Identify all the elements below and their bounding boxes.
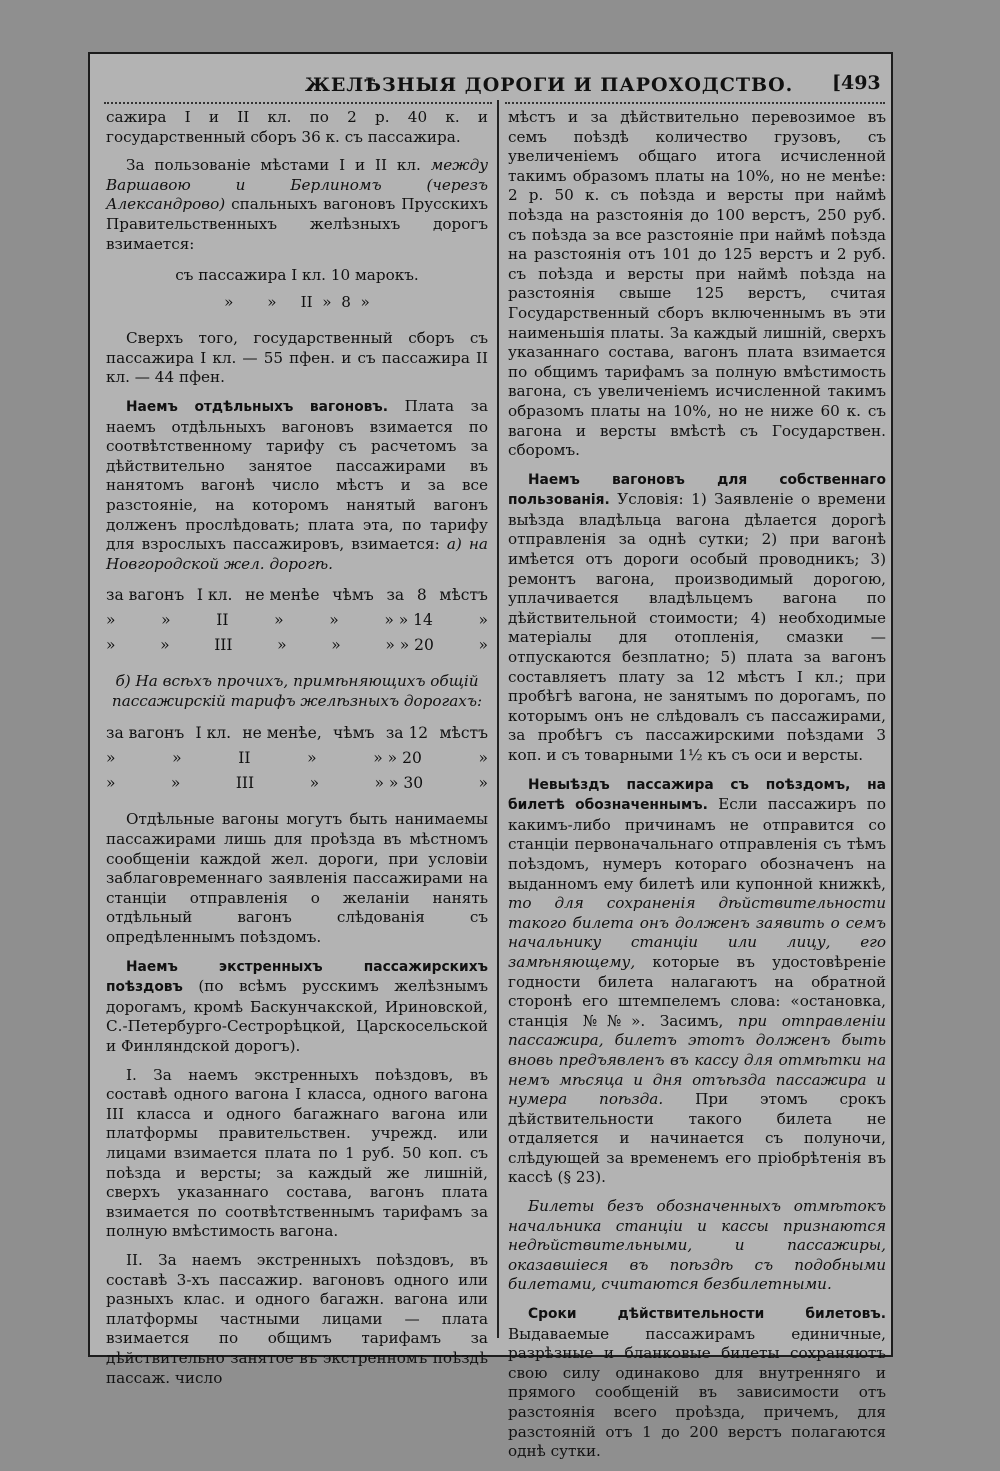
paragraph: Отдѣльные вагоны могутъ быть нанимаемы пассажирами лишь для проѣзда въ мѣстномъ сообщеніи каждой жел. дороги, при условіи заблаговременнаго заявленія пассажирами на станціи отправленія о желаніи нанять отдѣльный вагонъ слѣдованія съ опредѣленнымъ поѣздомъ. — [106, 810, 488, 947]
section-heading: Невыѣздъ пассажира съ поѣздомъ, на билетѣ обозначеннымъ. — [508, 776, 886, 814]
table-row: » » III » » » 30 » — [106, 774, 488, 793]
section-heading: Наемъ вагоновъ для собственнаго пользованія. — [508, 471, 886, 509]
table-row: » » II » » » » 14 » — [106, 611, 488, 630]
section-heading: Сроки дѣйствительности билетовъ. — [528, 1306, 886, 1323]
paragraph: мѣстъ и за дѣйствительно перевозимое въ семъ поѣздѣ количество грузовъ, съ увеличеніемъ общаго итога исчисленной такимъ образомъ платы на 10%, но не менѣе: 2 р. 50 к. съ поѣзда и версты при наймѣ поѣзда на разстоянія до 100 верстъ, 250 руб. съ поѣзда за все разстояніе при наймѣ поѣзда на разстоянія отъ 101 до 125 верстъ и 2 руб. съ поѣзда и версты при наймѣ поѣзда на разстоянія свыше 125 верстъ, считая Государственный сборъ включеннымъ въ эти наименьшія платы. За каждый лишній, сверхъ указаннаго состава, вагонъ плата взимается по общимъ тарифамъ за полную вмѣстимость вагона, съ увеличеніемъ исчисленной такимъ образомъ платы на 10%, но не ниже 60 к. съ вагона и версты вмѣстѣ съ Государствен. сборомъ. — [508, 108, 886, 460]
rates-table-general — [106, 721, 488, 796]
rates-table-novgorod — [106, 583, 488, 658]
page-number: [493 — [832, 72, 881, 94]
rate-line: съ пассажира I кл. 10 марокъ. — [175, 266, 419, 285]
paragraph: сажира I и II кл. по 2 р. 40 к. и государственный сборъ 36 к. съ пассажира. — [106, 108, 488, 146]
paragraph: Наемъ экстренныхъ пассажирскихъ поѣздовъ (по всѣмъ русскимъ желѣзнымъ дорогамъ, кромѣ Баскунчакской, Ириновской, С.-Петербурго-Сестрорѣцкой, Царскосельской и Финляндской дорогъ). — [106, 958, 488, 1055]
section-heading: Наемъ экстренныхъ пассажирскихъ поѣздовъ — [106, 958, 488, 996]
page-title: ЖЕЛѢЗНЫЯ ДОРОГИ И ПАРОХОДСТВО. — [305, 74, 794, 96]
paragraph: Наемъ отдѣльныхъ вагоновъ. Плата за наемъ отдѣльныхъ вагоновъ взимается по соотвѣтственному тарифу съ расчетомъ за дѣйствительно занятое пассажирами въ нанятомъ вагонѣ число мѣстъ и за все разстояніе, на которомъ нанятый вагонъ долженъ прослѣдовать; плата эта, по тарифу для взрослыхъ пассажировъ, взимается: а) на Новгородской жел. дорогѣ. — [106, 396, 488, 573]
paragraph: II. За наемъ экстренныхъ поѣздовъ, въ составѣ 3-хъ пассажир. вагоновъ одного или разныхъ клас. и одного багажн. вагона или платформы частными лицами — плата взимается по общимъ тарифамъ за дѣйствительно занятое въ экстренномъ поѣздѣ пассаж. число — [106, 1250, 488, 1387]
section-heading: Наемъ отдѣльныхъ вагоновъ. — [126, 398, 389, 415]
table-row: » » III » » » » 20 » — [106, 636, 488, 655]
paragraph: Невыѣздъ пассажира съ поѣздомъ, на билетѣ обозначеннымъ. Если пассажиръ по какимъ-либо причинамъ не отправится со станціи первоначальнаго отправленія съ тѣмъ поѣздомъ, нумеръ котораго обозначенъ на выданномъ ему билетѣ или купонной книжкѣ, то для сохраненія дѣйствительности такого билета онъ долженъ заявить о семъ начальнику станціи или лицу, его замѣняющему, которые въ удостовѣреніе годности билета налагаютъ на обратной сторонѣ его штемпелемъ слова: «остановка, станція №№». Засимъ, при отправленіи пассажира, билетъ этотъ долженъ быть вновь предъявленъ въ кассу для отмѣтки на немъ мѣсяца и дня отъѣзда пассажира и нумера поѣзда. При этомъ срокъ дѣйствительности такого билета не отдаляется и начинается съ полуночи, слѣдующей за временемъ его пріобрѣтенія въ кассѣ (§ 23). — [508, 776, 886, 1187]
table-row: за вагонъ I кл. не менѣе чѣмъ за 8 мѣстъ — [106, 586, 488, 605]
right-column — [508, 108, 886, 1471]
table-row: » » II » » » 20 » — [106, 749, 488, 768]
paragraph: Сроки дѣйствительности билетовъ. Выдаваемые пассажирамъ единичные, разрѣзные и бланковые билеты сохраняютъ свою силу одинаково для внутренняго и прямого сообщеній въ зависимости отъ разстоянія всего проѣзда, причемъ, для разстояній отъ 1 до 200 верстъ полагаются однѣ сутки. — [508, 1306, 886, 1461]
paragraph: За пользованіе мѣстами I и II кл. между Варшавою и Берлиномъ (черезъ Александрово) спальныхъ вагоновъ Прусскихъ Правительственныхъ желѣзныхъ дорогъ взимается: — [106, 156, 488, 253]
paragraph: I. За наемъ экстренныхъ поѣздовъ, въ составѣ одного вагона I класса, одного вагона III класса и одного багажнаго вагона или платформы правительствен. учрежд. или лицами взимается плата по 1 руб. 50 коп. съ поѣзда и версты; за каждый же лишній, сверхъ указаннаго состава, вагонъ плата взимается по соотвѣтственнымъ тарифамъ за полную вмѣстимость вагона. — [106, 1065, 488, 1241]
paragraph: Сверхъ того, государственный сборъ съ пассажира I кл. — 55 пфен. и съ пассажира II кл. — 44 пфен. — [106, 329, 488, 387]
table-row: за вагонъ I кл. не менѣе, чѣмъ за 12 мѣстъ — [106, 724, 488, 743]
paragraph: Наемъ вагоновъ для собственнаго пользованія. Условія: 1) Заявленіе о времени выѣзда владѣльца вагона дѣлается дорогѣ отправленія за однѣ сутки; 2) при вагонѣ имѣется отъ дороги особый проводникъ; 3) ремонтъ вагона, производимый дорогою, уплачивается владѣльцемъ вагона по дѣйствительной стоимости; 4) необходимые матеріалы для отопленія, смазки — отпускаются безплатно; 5) плата за вагонъ составляетъ плату за 12 мѣстъ I кл.; при пробѣгѣ вагона, не занятымъ по дорогамъ, по которымъ онъ не слѣдовалъ съ пассажирами, за пробѣгъ съ пассажирскими поѣздами 3 коп. и съ товарными 1½ къ съ оси и версты. — [508, 471, 886, 764]
subsection-heading: б) На всѣхъ прочихъ, примѣняющихъ общій пассажирскій тарифъ желѣзныхъ дорогахъ: — [111, 672, 483, 710]
header-rule-left — [104, 96, 492, 104]
left-column — [106, 108, 488, 1397]
column-divider — [497, 100, 499, 1338]
header-rule-right — [505, 96, 885, 104]
rate-line: » » II » 8 » — [224, 293, 370, 312]
paragraph: Билеты безъ обозначенныхъ отмѣтокъ начальника станціи и кассы признаются недѣйствительными, и пассажиры, оказавшіеся въ поѣздѣ съ подобными билетами, считаются безбилетными. — [508, 1197, 886, 1294]
